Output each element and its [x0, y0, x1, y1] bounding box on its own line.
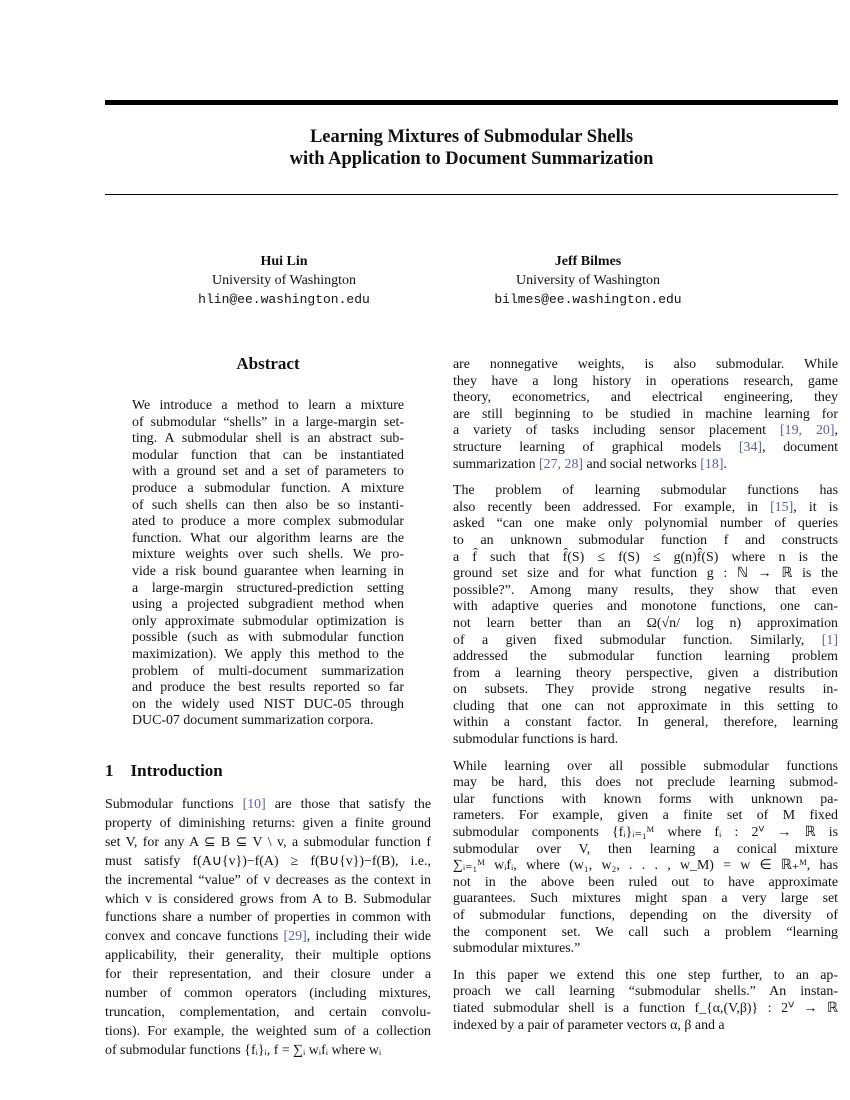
text-line: on subsets. They provide strong negative results in-: [453, 682, 838, 698]
text-line: not in the above been ruled out to have approximate: [453, 874, 838, 890]
text-line: from a learning theory perspective, given a distribution: [453, 665, 838, 681]
text-line: a large-margin structured-prediction setting: [132, 580, 404, 596]
text-line: property of diminishing returns: given a finite ground: [105, 815, 431, 831]
section-title: Introduction: [130, 761, 223, 780]
text-line: a variety of tasks including sensor placement [19, 20],: [453, 423, 838, 439]
text-line: guarantees. Such mixtures might span a very large set: [453, 891, 838, 907]
text-line: of submodular functions {fᵢ}ᵢ, f = ∑ᵢ wᵢfᵢ where wᵢ: [105, 1042, 382, 1058]
text-line: problem of multi-document summarization: [132, 663, 404, 679]
text-line: mixture weights over such shells. We pro-: [132, 547, 404, 563]
paper-title: [105, 126, 838, 170]
text-line: convex and concave functions [29], including their wide: [105, 929, 431, 945]
author-email: hlin@ee.washington.edu: [198, 292, 370, 307]
text-line: possible (such as with submodular function: [132, 630, 404, 646]
text-line: applicability, their generality, their multiple options: [105, 948, 431, 964]
text-line: of submodular functions, depending on the diversity of: [453, 908, 838, 923]
text-line: and produce the best results reported so far: [132, 680, 404, 696]
text-line: are still beginning to be studied in machine learning for: [453, 406, 838, 422]
text-line: ∑ᵢ₌₁ᴹ wᵢfᵢ, where (w₁, w₂, . . . , w_M) = w ∈ ℝ₊ᴹ, has: [453, 858, 838, 874]
text-line: are nonnegative weights, is also submodular. While: [453, 357, 838, 372]
text-line: the component set. We call such a problem “learning: [453, 924, 838, 940]
text-line: of a given fixed submodular function. Similarly, [1]: [453, 632, 838, 648]
citation-link[interactable]: [27, 28]: [539, 456, 584, 472]
text-line: may be hard, this does not preclude learning submod-: [453, 775, 838, 791]
text-line: the incremental “value” of v decreases as the context in: [105, 872, 431, 888]
author-affiliation: University of Washington: [515, 273, 661, 288]
text-line: cluding that one can not approximate in this setting to: [453, 698, 838, 714]
paragraph: [453, 759, 838, 958]
text-line: a f̂ such that f̂(S) ≤ f(S) ≤ g(n)f̂(S) where n is the: [453, 549, 838, 565]
section-number: 1: [105, 761, 114, 780]
text-line: proach we call learning “submodular shells.” An instan-: [453, 984, 838, 1000]
text-line: submodular components {fᵢ}ᵢ₌₁ᴹ where fᵢ : 2ⱽ → ℝ is: [453, 825, 838, 841]
text-line: number of common operators (including mixtures,: [105, 986, 431, 1002]
text-line: The problem of learning submodular functions has: [453, 483, 838, 499]
text-line: submodular over V, then learning a conical mixture: [453, 841, 838, 857]
paragraph: [132, 398, 404, 730]
text-line: possible?”. Among many results, they show that even: [453, 582, 838, 598]
text-line: truncation, complementation, and certain convolu-: [105, 1004, 431, 1020]
text-line: using a projected subgradient method when: [132, 597, 404, 613]
author-2: [438, 252, 738, 309]
title-line: Learning Mixtures of Submodular Shells: [309, 127, 634, 147]
text-line: tions). For example, the weighted sum of a collection: [105, 1023, 431, 1039]
right-column: [453, 357, 838, 1044]
text-line: asked “can one make only polynomial number of queries: [453, 516, 838, 532]
citation-link[interactable]: [19, 20]: [780, 423, 835, 439]
text-line: for their representation, and their closure under a: [105, 967, 431, 983]
text-line: also recently been addressed. For example, in [15], it is: [453, 499, 838, 515]
abstract-heading: Abstract: [236, 354, 300, 373]
author-affiliation: University of Washington: [211, 273, 357, 288]
text-line: While learning over all possible submodular functions: [453, 758, 838, 774]
text-line: submodular mixtures.”: [453, 941, 581, 957]
citation-link[interactable]: [18]: [700, 456, 724, 472]
text-line: of submodular “shells” in a large-margin set-: [132, 414, 404, 430]
text-line: DUC-07 document summarization corpora.: [132, 713, 374, 729]
text-line: set V, for any A ⊆ B ⊆ V \ v, a submodular function f: [105, 834, 431, 850]
text-line: only approximate submodular optimization is: [132, 613, 404, 629]
text-line: In this paper we extend this one step further, to an ap-: [453, 967, 838, 983]
text-line: addressed the submodular function learning problem: [453, 649, 838, 665]
text-line: with adaptive queries and monotone functions, one can-: [453, 599, 838, 615]
text-line: summarization [27, 28] and social networks [18].: [453, 456, 727, 472]
text-line: ated to produce a more complex submodular: [132, 514, 404, 530]
introduction-body: [105, 796, 431, 1071]
text-line: ular functions with known forms with unknown pa-: [453, 791, 838, 807]
title-line: with Application to Document Summarization: [289, 149, 654, 169]
citation-link[interactable]: [1]: [821, 632, 838, 648]
text-line: ting. A submodular shell is an abstract sub-: [132, 431, 404, 447]
abstract-body: [132, 398, 404, 740]
citation-link[interactable]: [34]: [738, 439, 763, 455]
paragraph: [453, 483, 838, 749]
text-line: vide a risk bound guarantee when learning in: [132, 563, 404, 579]
paragraph: [453, 357, 838, 473]
text-line: produce a submodular function. A mixture: [132, 480, 404, 496]
text-line: must satisfy f(A∪{v})−f(A) ≥ f(B∪{v})−f(B), i.e.,: [105, 853, 431, 869]
top-rule: [105, 100, 838, 105]
title-rule: [105, 194, 838, 195]
text-line: of such shells can then also be so instanti-: [132, 497, 404, 513]
citation-link[interactable]: [10]: [242, 797, 266, 812]
text-line: modular function that can be instantiated: [132, 447, 404, 463]
text-line: Submodular functions [10] are those that satisfy the: [105, 797, 431, 812]
text-line: tiated submodular shell is a function f_{α,(V,β)} : 2ⱽ → ℝ: [453, 1000, 838, 1016]
citation-link[interactable]: [29]: [283, 929, 307, 945]
text-line: within a constant factor. In general, therefore, learning: [453, 715, 838, 731]
citation-link[interactable]: [15]: [770, 499, 794, 515]
text-line: with a ground set and a set of parameters to: [132, 464, 404, 480]
text-line: function. What our algorithm learns are the: [132, 530, 404, 546]
text-line: rameters. For example, given a finite set of M fixed: [453, 808, 838, 824]
text-line: on the widely used NIST DUC-05 through: [132, 696, 404, 712]
section-heading: [105, 761, 223, 781]
author-1: [134, 252, 434, 309]
text-line: maximization). We apply this method to the: [132, 646, 404, 662]
author-name: Hui Lin: [260, 254, 308, 269]
author-email: bilmes@ee.washington.edu: [494, 292, 682, 307]
text-line: We introduce a method to learn a mixture: [132, 398, 404, 413]
text-line: they have a long history in operations research, game: [453, 373, 838, 389]
text-line: indexed by a pair of parameter vectors α, β and a: [453, 1017, 725, 1033]
text-line: which v is considered grows from A to B. Submodular: [105, 891, 431, 907]
text-line: submodular functions is hard.: [453, 732, 619, 748]
text-line: functions share a number of properties in common with: [105, 910, 431, 926]
text-line: structure learning of graphical models [34], document: [453, 439, 838, 455]
text-line: theory, econometrics, and electrical engineering, they: [453, 390, 838, 406]
paragraph: [453, 968, 838, 1034]
text-line: ground set size and for what function g : ℕ → ℝ is the: [453, 566, 838, 582]
text-line: to an unknown submodular function f and constructs: [453, 532, 838, 548]
author-name: Jeff Bilmes: [554, 254, 622, 269]
text-line: not learn better than an Ω(√n/ log n) approximation: [453, 615, 838, 631]
paragraph: [105, 796, 431, 1061]
